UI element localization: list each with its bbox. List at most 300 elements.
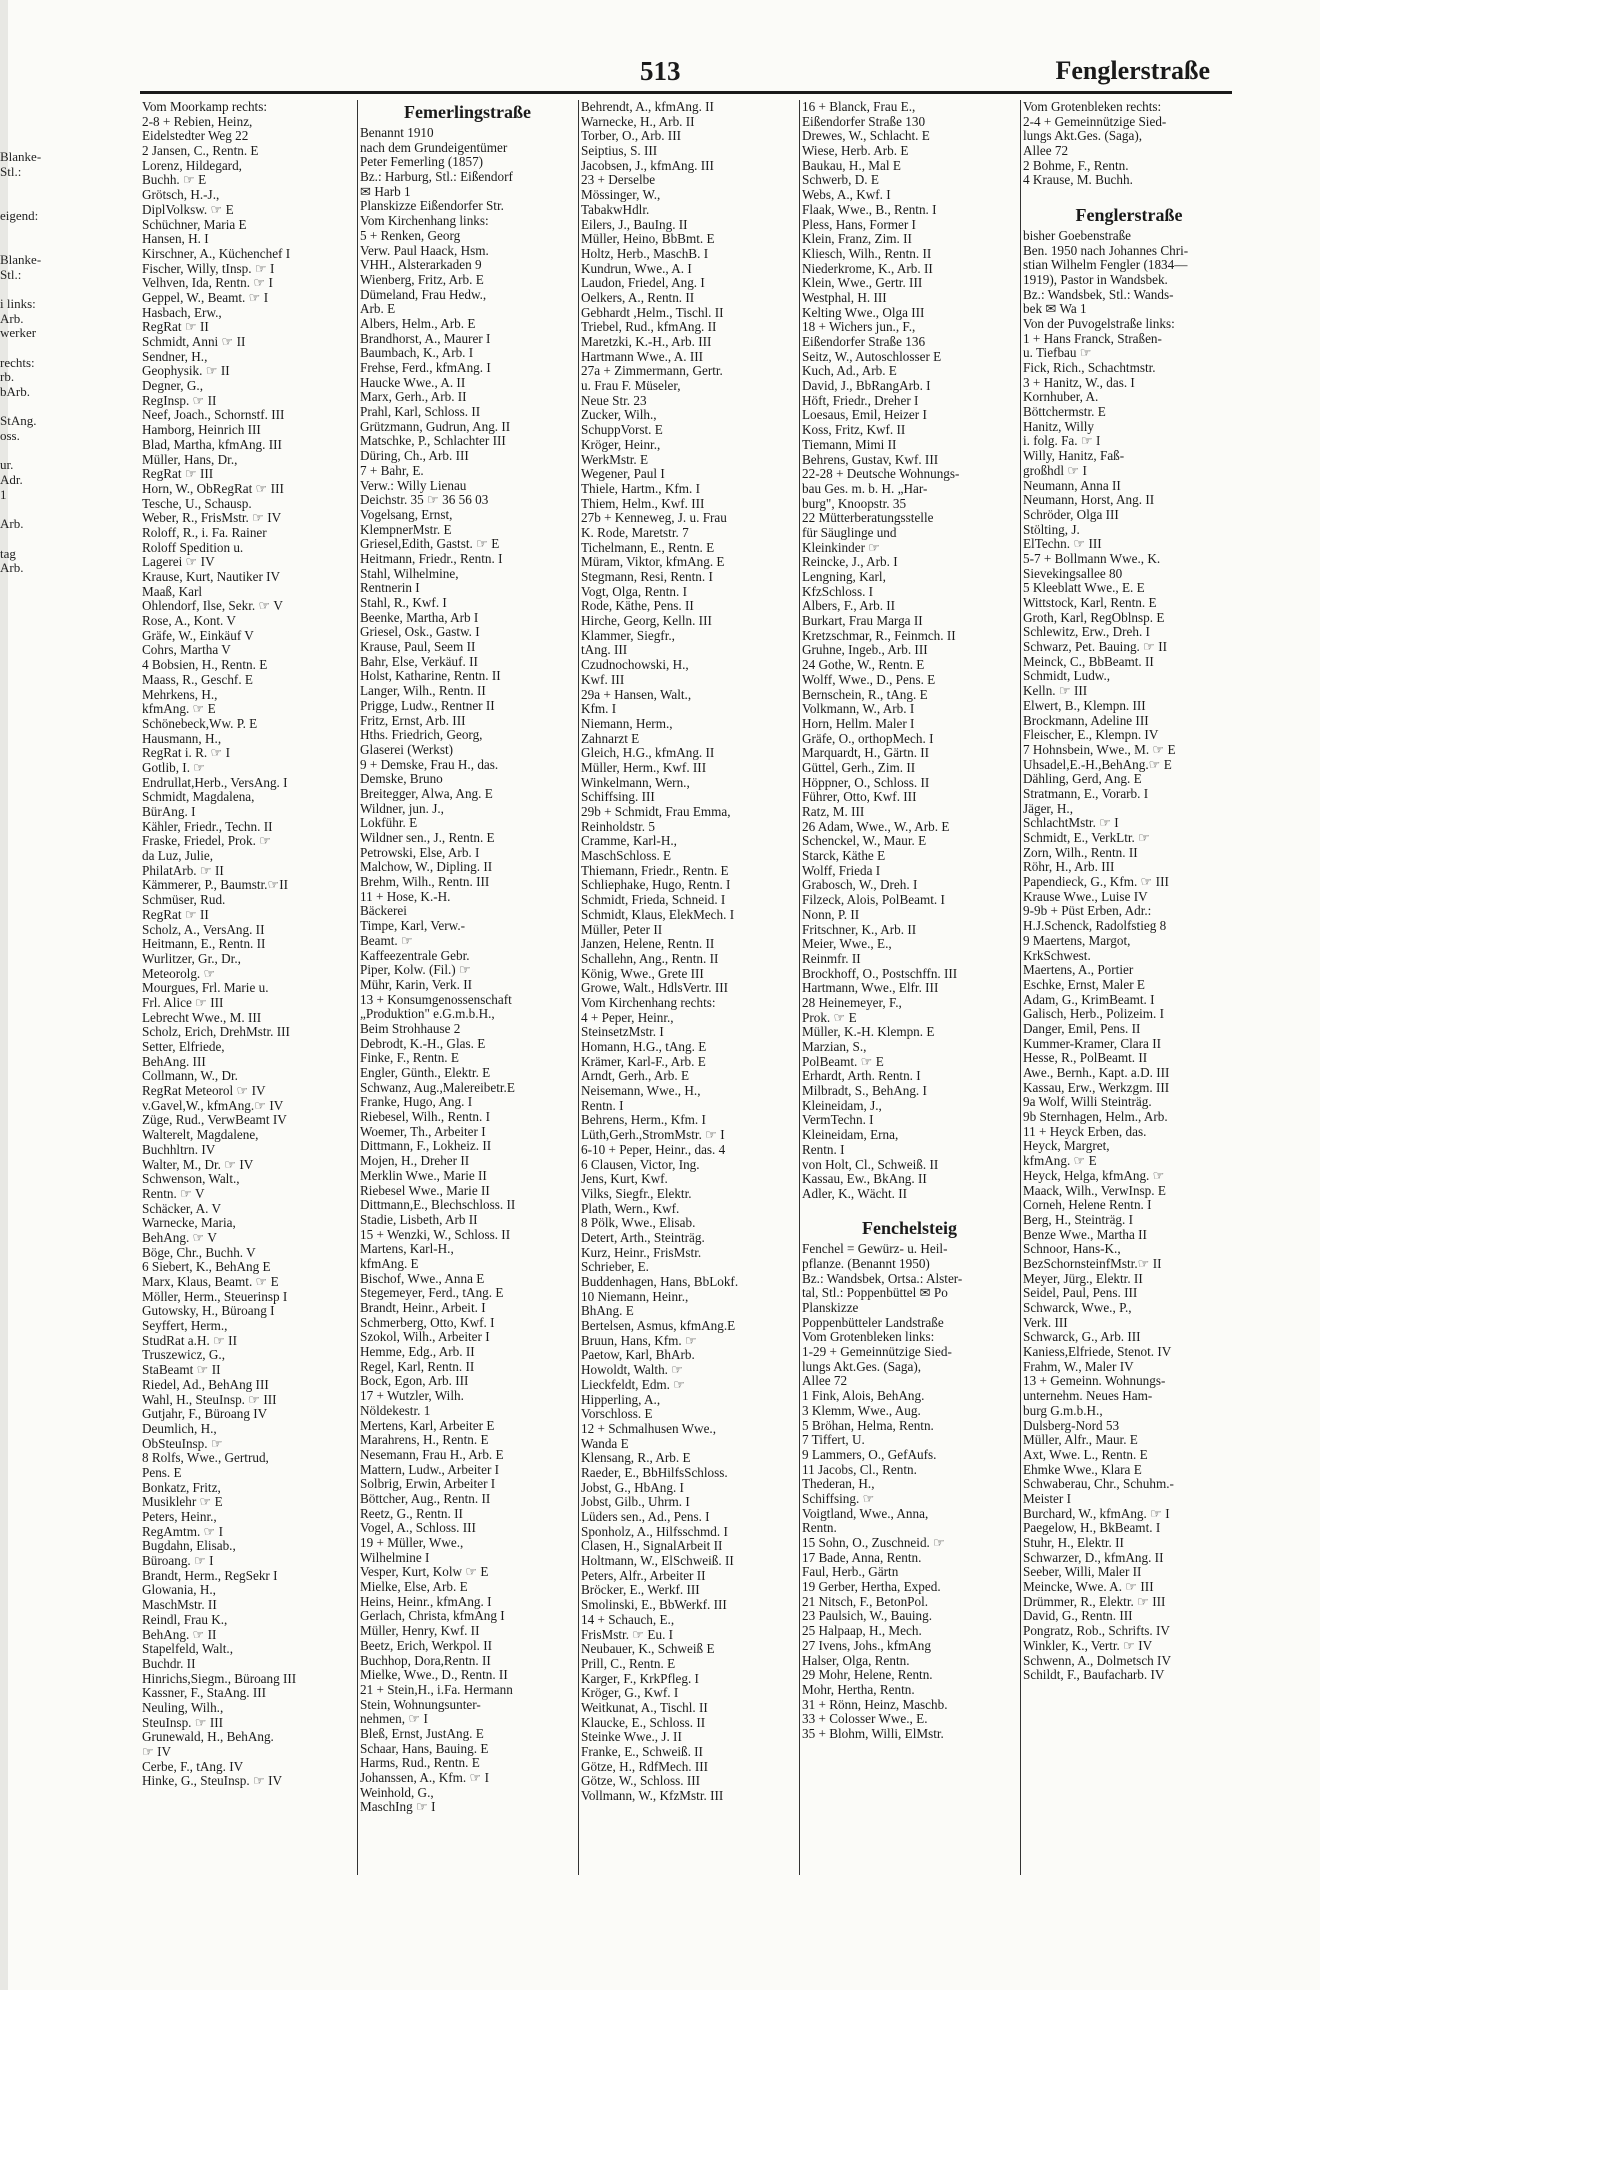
directory-entry: Vom Moorkamp rechts: (142, 100, 268, 114)
directory-entry: Müller, Peter II (581, 922, 663, 937)
directory-entry: Schildt, F., Baufacharb. IV (1023, 1668, 1165, 1683)
directory-entry: Klammer, Siegfr., (581, 628, 675, 643)
directory-entry: Hasbach, Erw., (142, 305, 222, 320)
directory-entry: Weinhold, G., (360, 1785, 434, 1800)
directory-entry: Hinrichs,Siegm., Büroang III (142, 1671, 297, 1686)
directory-entry: Schäcker, A. V (142, 1201, 222, 1216)
directory-entry: Bruun, Hans, Kfm. ☞ (581, 1333, 697, 1348)
directory-entry: Schwaberau, Chr., Schuhm.- (1023, 1477, 1174, 1492)
directory-entry: Weber, R., FrisMstr. ☞ IV (142, 511, 282, 526)
directory-entry: Schwenn, A., Dolmetsch IV (1023, 1653, 1171, 1668)
directory-entry: Heins, Heinr., kfmAng. I (360, 1594, 492, 1609)
directory-entry: Stadie, Lisbeth, Arb II (360, 1212, 478, 1227)
directory-entry: Heyck, Helga, kfmAng. ☞ (1023, 1168, 1165, 1183)
directory-entry: Neue Str. 23 (581, 393, 647, 408)
directory-entry: Wiese, Herb. Arb. E (802, 144, 909, 159)
directory-entry: FrisMstr. ☞ Eu. I (581, 1627, 674, 1642)
directory-entry: K. Rode, Maretstr. 7 (581, 525, 689, 540)
directory-entry: Merklin Wwe., Marie II (360, 1168, 487, 1183)
margin-fragment-line: Arb. (0, 310, 24, 326)
directory-entry: Wolff, Wwe., D., Pens. E (802, 672, 936, 687)
directory-entry: Schrieber, E. (581, 1260, 649, 1275)
directory-entry: Buddenhagen, Hans, BbLokf. (581, 1275, 739, 1289)
directory-entry: Schwenson, Walt., (142, 1172, 240, 1187)
margin-fragment-line: bArb. (0, 384, 30, 399)
directory-entry: Gutowsky, H., Büroang I (142, 1304, 275, 1319)
directory-entry: Schmerberg, Otto, Kwf. I (360, 1315, 495, 1330)
directory-entry: Höppner, O., Schloss. II (802, 775, 930, 790)
directory-entry: tAng. III (581, 643, 628, 658)
directory-entry: Cramme, Karl-H., (581, 834, 677, 849)
directory-entry: 3 Klemm, Wwe., Aug. (802, 1403, 921, 1418)
directory-entry: Kfm. I (581, 702, 617, 717)
directory-entry: Papendieck, G., Kfm. ☞ III (1023, 875, 1169, 890)
directory-entry: Burkart, Frau Marga II (802, 614, 923, 629)
directory-entry: Thiem, Helm., Kwf. III (581, 496, 705, 511)
directory-entry: DiplVolksw. ☞ E (142, 202, 234, 217)
directory-entry: Corneh, Helene Rentn. I (1023, 1198, 1152, 1213)
directory-entry: Hansen, H. I (142, 232, 209, 247)
directory-entry: Finke, F., Rentn. E (360, 1051, 459, 1066)
directory-entry: Beenke, Martha, Arb I (360, 610, 479, 625)
directory-entry: SchuppVorst. E (581, 423, 663, 438)
directory-entry: Wurlitzer, Gr., Dr., (142, 951, 241, 966)
directory-entry: Holst, Katharine, Rentn. II (360, 669, 501, 684)
directory-entry: Frehse, Ferd., kfmAng. I (360, 361, 491, 375)
directory-entry: Fritschner, K., Arb. II (802, 922, 917, 937)
directory-entry: Wildner, jun. J., (360, 801, 444, 816)
directory-entry: Winkler, K., Vertr. ☞ IV (1023, 1638, 1153, 1653)
directory-entry: bisher Goebenstraße (1023, 228, 1132, 243)
directory-entry: Malchow, W., Dipling. II (360, 860, 493, 875)
directory-entry: 11 Jacobs, Cl., Rentn. (802, 1462, 917, 1477)
directory-entry: Kliesch, Wilh., Rentn. II (802, 246, 932, 261)
directory-entry: Maretzki, K.-H., Arb. III (581, 335, 712, 349)
directory-entry: Marx, Gerh., Arb. II (360, 390, 467, 405)
directory-entry: MaschMstr. II (142, 1598, 217, 1613)
directory-entry: pflanze. (Benannt 1950) (802, 1256, 930, 1271)
directory-entry: Winkelmann, Wern., (581, 775, 690, 790)
directory-entry: 31 + Rönn, Heinz, Maschb. (802, 1697, 948, 1712)
directory-entry: Rentn. I (581, 1098, 624, 1113)
directory-entry: Volkmann, W., Arb. I (802, 702, 915, 717)
directory-entry: Pongratz, Rob., Schrifts. IV (1023, 1624, 1170, 1639)
directory-entry: Schenckel, W., Maur. E (802, 834, 927, 849)
directory-entry: Rode, Käthe, Pens. II (581, 599, 694, 614)
directory-entry: Dulsberg-Nord 53 (1023, 1418, 1120, 1433)
directory-entry: KfzSchloss. I (802, 584, 874, 599)
directory-entry: 21 + Stein,H., i.Fa. Hermann (360, 1682, 513, 1697)
directory-entry: BezSchornsteinfMstr.☞ II (1023, 1256, 1162, 1271)
directory-entry: kfmAng. ☞ E (1023, 1154, 1097, 1169)
directory-entry: Schüchner, Maria E (142, 217, 247, 232)
directory-entry: Stein, Wohnungsunter- (360, 1697, 481, 1712)
directory-entry: 5 Bröhan, Helma, Rentn. (802, 1418, 934, 1433)
directory-entry: Zorn, Wilh., Rentn. II (1023, 845, 1138, 860)
directory-entry: Tichelmann, E., Rentn. E (581, 540, 715, 555)
directory-entry: Halser, Olga, Rentn. (802, 1653, 910, 1668)
directory-entry: David, J., BbRangArb. I (802, 379, 931, 394)
directory-entry: Meincke, Wwe. A. ☞ III (1023, 1580, 1154, 1595)
directory-entry: da Luz, Julie, (142, 849, 214, 864)
directory-entry: Wilhelmine I (360, 1550, 430, 1565)
directory-entry: Verw.: Willy Lienau (360, 478, 467, 493)
directory-entry: Bertelsen, Asmus, kfmAng.E (581, 1319, 736, 1334)
directory-entry: 22 Mütterberatungsstelle (802, 511, 934, 526)
directory-entry: Paegelow, H., BkBeamt. I (1023, 1521, 1161, 1536)
directory-entry: Hartmann Wwe., A. III (581, 349, 704, 364)
directory-entry: „Produktion" e.G.m.b.H., (360, 1007, 495, 1022)
directory-entry: Allee 72 (1023, 144, 1069, 159)
margin-fragment-line (0, 179, 44, 194)
directory-entry: Ehmke Wwe., Klara E (1023, 1462, 1142, 1477)
directory-entry: 7 Tiffert, U. (802, 1433, 865, 1448)
directory-entry: Meteorolg. ☞ (142, 966, 216, 981)
directory-entry: Möller, Herm., Steuerinsp I (142, 1289, 288, 1304)
directory-entry: Schmidt, Ludw., (1023, 669, 1111, 684)
directory-entry: Pens. E (142, 1465, 182, 1480)
directory-entry: Stegmann, Resi, Rentn. I (581, 570, 713, 584)
directory-entry: 4 Krause, M. Buchh. (1023, 173, 1133, 188)
directory-entry: Peters, Alfr., Arbeiter II (581, 1568, 706, 1583)
directory-entry: Fritz, Ernst, Arb. III (360, 713, 466, 728)
directory-entry: Ben. 1950 nach Johannes Chri- (1023, 243, 1189, 258)
directory-entry: Verw. Paul Haack, Hsm. (360, 243, 489, 258)
directory-entry: Adam, G., KrimBeamt. I (1023, 992, 1155, 1007)
directory-entry: Mehrkens, H., (142, 687, 218, 702)
directory-entry: Prigge, Ludw., Rentner II (360, 698, 495, 713)
directory-entry: Walter, M., Dr. ☞ IV (142, 1157, 254, 1172)
directory-entry: Glaserei (Werkst) (360, 742, 454, 757)
directory-entry: Maass, R., Geschf. E (142, 672, 253, 687)
directory-entry: 15 Sohn, O., Zuschneid. ☞ (802, 1536, 945, 1550)
margin-fragment-line (0, 532, 44, 547)
directory-entry: Hemme, Edg., Arb. II (360, 1345, 475, 1360)
directory-entry: ✉ Harb 1 (360, 184, 411, 199)
margin-fragment-line (0, 341, 44, 356)
directory-entry: Velhven, Ida, Rentn. ☞ I (142, 276, 273, 291)
directory-entry: Harms, Rud., Rentn. E (360, 1756, 480, 1771)
directory-entry: Wanda E (581, 1436, 629, 1451)
directory-entry: Adler, K., Wächt. II (802, 1186, 908, 1201)
directory-entry: Groth, Karl, RegOblnsp. E (1023, 610, 1165, 625)
directory-entry: Eißendorfer Straße 130 (802, 114, 926, 129)
directory-entry: Schaar, Hans, Bauing. E (360, 1741, 489, 1756)
directory-entry: Rentn. (802, 1521, 837, 1536)
directory-entry: Fleischer, E., Klempn. IV (1023, 728, 1159, 743)
directory-entry: Schönebeck,Ww. P. E (142, 716, 258, 731)
directory-entry: Kornhuber, A. (1023, 390, 1099, 405)
column-5 (1023, 100, 1235, 1683)
directory-entry: Lieckfeldt, Edm. ☞ (581, 1377, 686, 1392)
directory-entry: Breitegger, Alwa, Ang. E (360, 786, 493, 801)
directory-entry: RegRat ☞ II (142, 320, 209, 335)
directory-entry: Warnecke, Maria, (142, 1216, 236, 1231)
directory-entry: Fick, Rich., Schachtmstr. (1023, 361, 1156, 375)
directory-entry: Schmidt, Magdalena, (142, 790, 255, 805)
directory-entry: Engler, Günth., Elektr. E (360, 1066, 491, 1080)
directory-entry: Stratmann, E., Vorarb. I (1023, 786, 1149, 801)
directory-entry: Neisemann, Wwe., H., (581, 1084, 701, 1099)
directory-entry: Schmidt, Anni ☞ II (142, 335, 246, 349)
directory-entry: Beetz, Erich, Werkpol. II (360, 1638, 492, 1653)
column-2 (360, 100, 575, 1815)
directory-entry: Allee 72 (802, 1374, 848, 1389)
directory-entry: Vom Grotenbleken rechts: (1023, 100, 1162, 114)
directory-entry: 8 Rolfs, Wwe., Gertrud, (142, 1451, 269, 1466)
directory-entry: stian Wilhelm Fengler (1834— (1023, 258, 1188, 273)
directory-entry: Vom Grotenbleken links: (802, 1330, 935, 1345)
directory-entry: Jobst, G., HbAng. I (581, 1480, 684, 1495)
directory-entry: Vogelsang, Ernst, (360, 507, 453, 522)
directory-entry: Starck, Käthe E (802, 849, 886, 864)
directory-entry: Vorschloss. E (581, 1407, 653, 1422)
directory-entry: 5-7 + Bollmann Wwe., K. (1023, 551, 1161, 566)
directory-entry: Mohr, Hertha, Rentn. (802, 1682, 915, 1697)
directory-entry: StudRat a.H. ☞ II (142, 1333, 237, 1348)
directory-entry: Brockhoff, O., Postschffn. III (802, 966, 958, 981)
directory-entry: Kröger, G., Kwf. I (581, 1686, 679, 1701)
directory-entry: Stahl, R., Kwf. I (360, 596, 447, 610)
directory-entry: MaschSchloss. E (581, 849, 672, 864)
directory-entry: 15 + Wenzki, W., Schloss. II (360, 1227, 511, 1242)
directory-entry: Homann, H.G., tAng. E (581, 1040, 707, 1054)
directory-entry: Reinmfr. II (802, 951, 861, 966)
directory-entry: Meister I (1023, 1491, 1071, 1506)
directory-entry: TabakwHdlr. (581, 202, 650, 217)
directory-entry: Kaniess,Elfriede, Stenot. IV (1023, 1345, 1172, 1360)
running-head: Fenglerstraße (1055, 56, 1210, 85)
directory-entry: 7 + Bahr, E. (360, 463, 424, 478)
directory-entry: 2-4 + Gemeinnützige Sied- (1023, 114, 1167, 129)
directory-entry: Growe, Walt., HdlsVertr. III (581, 981, 729, 996)
directory-entry: Bz.: Harburg, Stl.: Eißendorf (360, 170, 513, 185)
directory-entry: Schiffsing. ☞ (802, 1491, 875, 1506)
directory-entry: 27a + Zimmermann, Gertr. (581, 364, 723, 379)
directory-entry: nehmen, ☞ I (360, 1712, 428, 1727)
directory-entry: Müller, Herm., Kwf. III (581, 760, 707, 775)
directory-entry: Schwarck, Wwe., P., (1023, 1301, 1132, 1315)
directory-entry: Rose, A., Kont. V (142, 614, 236, 629)
directory-entry: Reetz, G., Rentn. II (360, 1506, 463, 1521)
directory-entry: Endrullat,Herb., VersAng. I (142, 775, 288, 790)
directory-entry: Kaffeezentrale Gebr. (360, 948, 470, 963)
directory-entry: Böge, Chr., Buchh. V (142, 1245, 256, 1260)
directory-entry: Wolff, Frieda I (802, 863, 881, 878)
directory-entry: Eißendorfer Straße 136 (802, 335, 926, 349)
margin-fragment-line: rb. (0, 369, 15, 385)
directory-entry: Götze, W., Schloss. III (581, 1774, 701, 1789)
directory-entry: Gräfe, O., orthopMech. I (802, 731, 934, 746)
directory-entry: Collmann, W., Dr. (142, 1069, 238, 1084)
directory-entry: Nonn, P. II (802, 907, 860, 922)
directory-entry: Verk. III (1023, 1315, 1068, 1330)
directory-entry: Kelln. ☞ III (1023, 684, 1088, 699)
directory-entry: 9 + Demske, Frau H., das. (360, 757, 499, 772)
directory-entry: SchlachtMstr. ☞ I (1023, 816, 1119, 831)
directory-entry: 5 + Renken, Georg (360, 228, 461, 243)
directory-entry: Klein, Wwe., Gertr. III (802, 276, 923, 291)
directory-entry: Schmüser, Rud. (142, 893, 226, 908)
directory-entry: Marahrens, H., Rentn. E (360, 1433, 489, 1448)
directory-entry: Planskizze (802, 1301, 859, 1315)
directory-entry: Maertens, A., Portier (1023, 963, 1134, 978)
directory-entry: Schnoor, Hans-K., (1023, 1242, 1121, 1257)
directory-entry: Bischof, Wwe., Anna E (360, 1271, 485, 1286)
directory-entry: Kleineidam, Erna, (802, 1128, 899, 1143)
directory-entry: Heitmann, E., Rentn. II (142, 937, 266, 952)
directory-entry: MaschIng ☞ I (360, 1800, 436, 1815)
directory-entry: Uhsadel,E.-H.,BehAng.☞ E (1023, 757, 1172, 772)
directory-entry: 3 + Hanitz, W., das. I (1023, 375, 1135, 390)
directory-entry: Rentn. ☞ V (142, 1186, 205, 1201)
directory-entry: Schröder, Olga III (1023, 507, 1119, 522)
directory-entry: Peter Femerling (1857) (360, 155, 484, 170)
directory-entry: Demske, Bruno (360, 772, 443, 787)
directory-entry: Langer, Wilh., Rentn. II (360, 684, 486, 699)
directory-entry: Brockmann, Adeline III (1023, 713, 1149, 728)
directory-entry: Reincke, J., Arb. I (802, 555, 898, 570)
directory-entry: ElTechn. ☞ III (1023, 537, 1102, 552)
directory-entry: i. folg. Fa. ☞ I (1023, 434, 1101, 449)
directory-entry: tal, Stl.: Poppenbüttel ✉ Po (802, 1286, 948, 1301)
directory-entry: 17 Bade, Anna, Rentn. (802, 1550, 922, 1565)
directory-entry: Kummer-Kramer, Clara II (1023, 1036, 1161, 1051)
margin-fragment-line: rechts: (0, 354, 35, 370)
directory-entry: Klensang, R., Arb. E (581, 1451, 691, 1466)
directory-entry: Gotlib, I. ☞ (142, 760, 206, 775)
directory-entry: Milbradt, S., BehAng. I (802, 1084, 927, 1099)
directory-entry: Benannt 1910 (360, 126, 434, 140)
directory-entry: Schliephake, Hugo, Rentn. I (581, 878, 731, 893)
directory-entry: 26 Adam, Wwe., W., Arb. E (802, 819, 950, 834)
directory-entry: Dittmann, F., Lokheiz. II (360, 1139, 492, 1154)
directory-entry: David, G., Rentn. III (1023, 1609, 1133, 1624)
street-heading: Fenglerstraße (1075, 204, 1183, 225)
directory-entry: Niemann, Herm., (581, 716, 673, 731)
directory-entry: Wegener, Paul I (581, 467, 665, 482)
directory-entry: Klaucke, E., Schloss. II (581, 1715, 706, 1730)
directory-entry: Böttcher, Aug., Rentn. II (360, 1491, 491, 1506)
directory-entry: 1 + Hans Franck, Straßen- (1023, 331, 1162, 346)
directory-entry: Müller, Heino, BbBmt. E (581, 232, 715, 247)
directory-entry: Güttel, Gerh., Zim. II (802, 760, 916, 775)
directory-entry: Reindl, Frau K., (142, 1612, 228, 1627)
directory-entry: Maaß, Karl (142, 584, 203, 599)
directory-entry: Mojen, H., Dreher II (360, 1154, 470, 1169)
directory-entry: Stuhr, H., Elektr. II (1023, 1536, 1124, 1550)
directory-entry: Vogt, Olga, Rentn. I (581, 584, 687, 599)
directory-entry: Kröger, Heinr., (581, 437, 661, 452)
directory-entry: Krause Wwe., Luise IV (1023, 889, 1148, 904)
directory-entry: RegRat ☞ III (142, 467, 214, 482)
margin-fragment-line: eigend: (0, 207, 39, 223)
directory-entry: Grötsch, H.-J., (142, 188, 220, 203)
directory-entry: Smolinski, E., BbWerkf. III (581, 1598, 727, 1613)
directory-entry: Woemer, Th., Arbeiter I (360, 1124, 486, 1139)
column-4 (802, 100, 1017, 1742)
directory-entry: Oelkers, A., Rentn. II (581, 290, 695, 305)
directory-entry: Galisch, Herb., Polizeim. I (1023, 1007, 1164, 1022)
margin-fragment-line (0, 503, 44, 518)
directory-entry: Klein, Franz, Zim. II (802, 232, 912, 247)
directory-entry: 18 + Wichers jun., F., (802, 320, 916, 335)
directory-entry: Clasen, H., SignalArbeit II (581, 1539, 723, 1554)
directory-entry: Krause, Paul, Seem II (360, 640, 476, 655)
directory-entry: Zahnarzt E (581, 731, 640, 746)
directory-entry: Matschke, P., Schlachter III (360, 434, 506, 449)
directory-entry: Thederan, H., (802, 1477, 875, 1492)
column-divider (357, 100, 358, 1875)
directory-entry: Müram, Viktor, kfmAng. E (581, 555, 725, 570)
directory-entry: Hinke, G., SteuInsp. ☞ IV (142, 1774, 283, 1789)
directory-entry: Brandt, Heinr., Arbeit. I (360, 1301, 486, 1315)
directory-entry: 23 Paulsich, W., Bauing. (802, 1609, 933, 1624)
directory-entry: 4 Bobsien, H., Rentn. E (142, 658, 268, 673)
directory-entry: bek ✉ Wa 1 (1023, 302, 1087, 317)
directory-entry (802, 1202, 1017, 1217)
directory-entry: Gutjahr, F., Büroang IV (142, 1407, 268, 1422)
directory-entry: lungs Akt.Ges. (Saga), (1023, 129, 1143, 144)
directory-entry: von Holt, Cl., Schweiß. II (802, 1157, 939, 1172)
directory-entry: Blad, Martha, kfmAng. III (142, 437, 282, 452)
column-1 (142, 100, 354, 1789)
directory-entry: Albers, Helm., Arb. E (360, 316, 476, 331)
directory-entry: Deumlich, H., (142, 1421, 217, 1436)
directory-entry: 9-9b + Püst Erben, Adr.: (1023, 904, 1152, 919)
directory-entry: Willy, Hanitz, Faß- (1023, 449, 1125, 464)
directory-entry: Karger, F., KrkPfleg. I (581, 1671, 699, 1686)
directory-entry: für Säuglinge und (802, 525, 897, 540)
directory-entry: Bernschein, R., tAng. E (802, 687, 928, 702)
directory-entry: Thiele, Hartm., Kfm. I (581, 481, 701, 496)
directory-entry: 9 Maertens, Margot, (1023, 933, 1131, 948)
directory-entry: Kämmerer, P., Baumstr.☞II (142, 878, 289, 893)
directory-entry: Solbrig, Erwin, Arbeiter I (360, 1477, 496, 1492)
directory-entry: Schwarzer, D., kfmAng. II (1023, 1550, 1164, 1565)
directory-entry: Schiffsing. III (581, 790, 655, 805)
directory-entry: Howoldt, Walth. ☞ (581, 1363, 684, 1378)
directory-entry: Vilks, Siegfr., Elektr. (581, 1186, 692, 1201)
directory-entry: Voigtland, Wwe., Anna, (802, 1506, 929, 1521)
directory-entry: Szokol, Wilh., Arbeiter I (360, 1330, 490, 1345)
directory-entry: König, Wwe., Grete III (581, 966, 704, 981)
directory-entry: v.Gavel,W., kfmAng.☞ IV (142, 1098, 284, 1113)
directory-entry: Fenchel = Gewürz- u. Heil- (802, 1242, 948, 1257)
directory-entry: Janzen, Helene, Rentn. II (581, 937, 715, 952)
directory-entry: Krämer, Karl-F., Arb. E (581, 1054, 706, 1069)
directory-entry: Mourgues, Frl. Marie u. (142, 981, 269, 996)
directory-entry: Buchhop, Dora,Rentn. II (360, 1653, 491, 1668)
directory-entry: Neubauer, K., Schweiß E (581, 1642, 715, 1657)
directory-entry: Seitz, W., Autoschlosser E (802, 349, 942, 364)
directory-entry: Lebrecht Wwe., M. III (142, 1010, 262, 1025)
directory-entry: Buchhltrn. IV (142, 1142, 216, 1157)
directory-entry: Elwert, B., Klempn. III (1023, 698, 1146, 713)
directory-entry: Faul, Herb., Gärtn (802, 1565, 899, 1580)
directory-entry: burg", Knoopstr. 35 (802, 496, 907, 511)
directory-entry: Peters, Heinr., (142, 1510, 217, 1524)
directory-entry: Neumann, Horst, Ang. II (1023, 493, 1155, 508)
directory-entry: Prill, C., Rentn. E (581, 1656, 676, 1671)
directory-entry: Berg, H., Steinträg. I (1023, 1212, 1134, 1227)
directory-entry: SteinsetzMstr. I (581, 1025, 664, 1040)
margin-fragment-line: Arb. (0, 516, 24, 532)
directory-entry: Setter, Elfriede, (142, 1040, 225, 1054)
directory-entry: Brehm, Wilh., Rentn. III (360, 875, 490, 890)
directory-entry: Zucker, Wilh., (581, 408, 657, 423)
directory-entry: Marquardt, H., Gärtn. II (802, 746, 930, 761)
